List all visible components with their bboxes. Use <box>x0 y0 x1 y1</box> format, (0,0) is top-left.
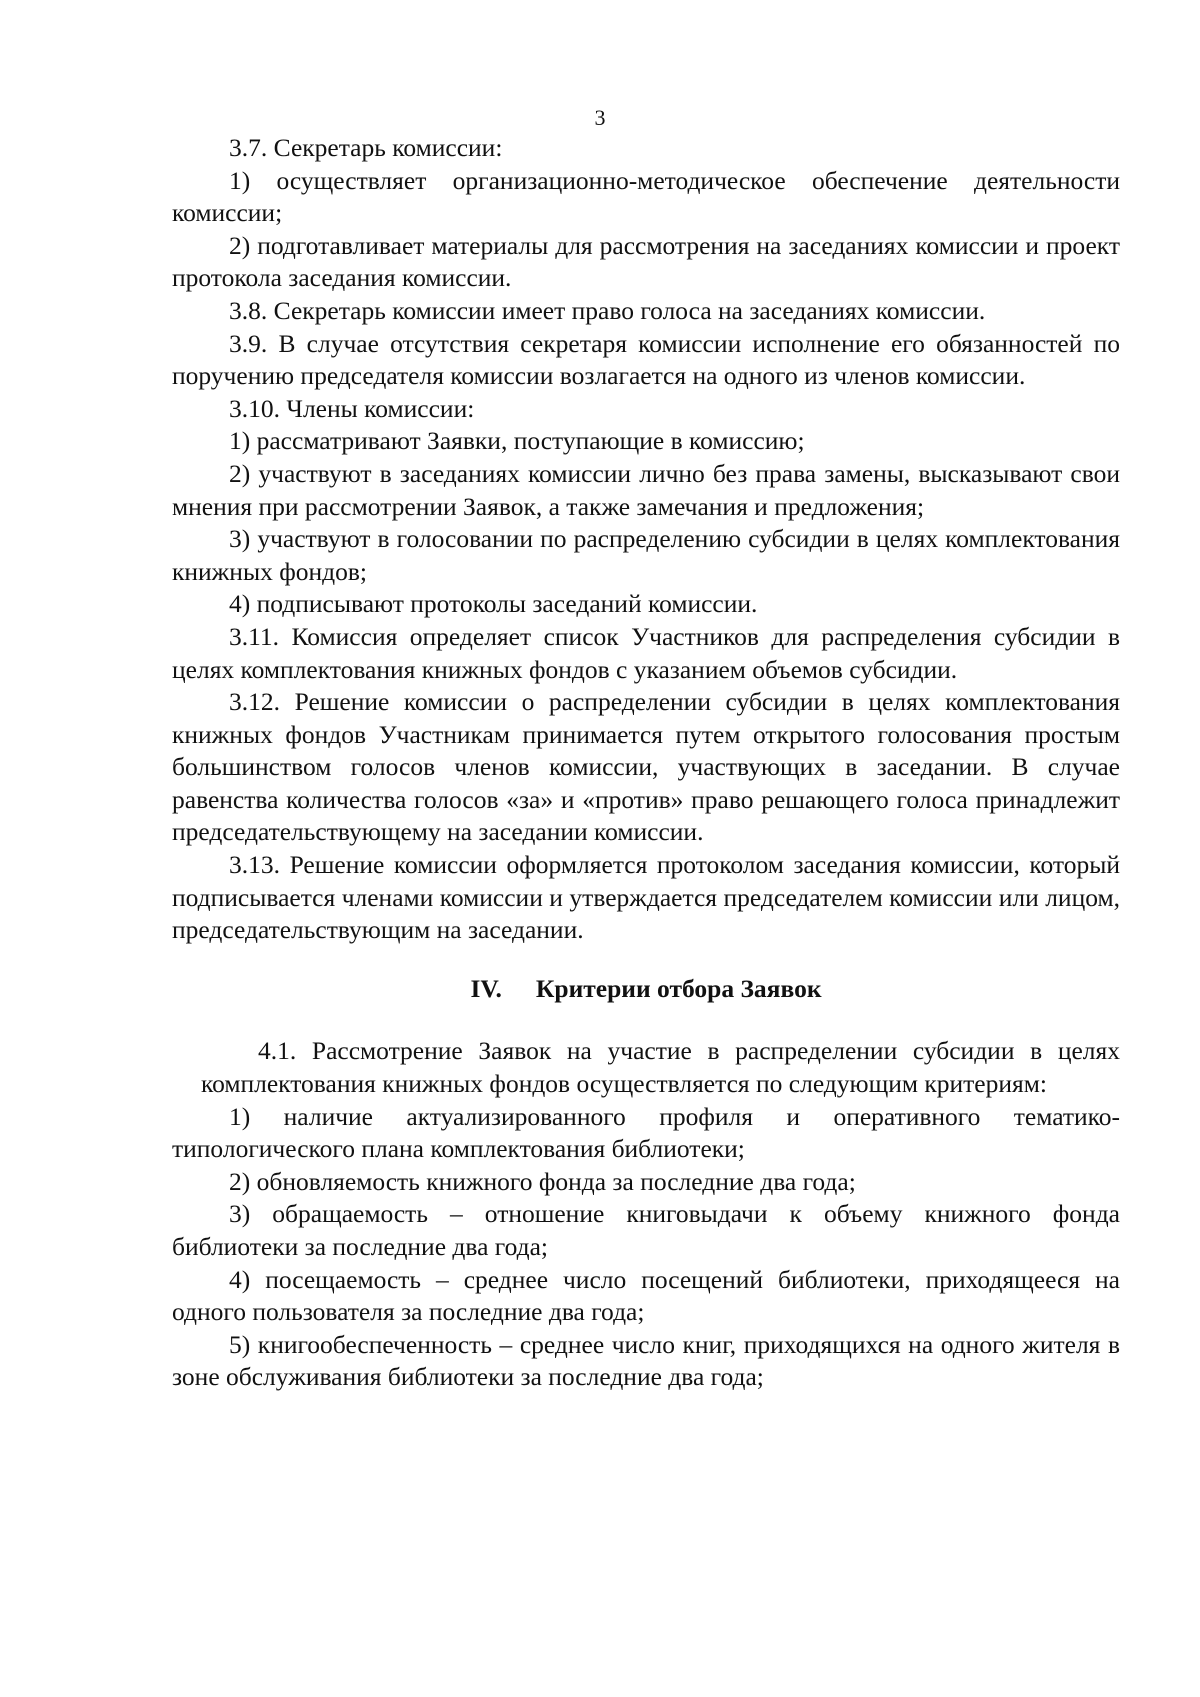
document-body <box>172 132 1120 1394</box>
paragraph-3-11: 3.11. Комиссия определяет список Участников для распределения субсидии в целях комплектования книжных фондов с указанием объемов субсидии. <box>172 621 1120 684</box>
paragraph-3-10-4: 4) подписывают протоколы заседаний комиссии. <box>229 589 758 619</box>
criterion-3: 3) обращаемость – отношение книговыдачи к объему книжного фонда библиотеки за последние два года; <box>172 1199 1120 1261</box>
paragraph-3-10-1: 1) рассматривают Заявки, поступающие в комиссию; <box>229 426 805 456</box>
criterion-4: 4) посещаемость – среднее число посещений библиотеки, приходящееся на одного пользователя за последние два года; <box>172 1264 1120 1327</box>
paragraph-3-7: 3.7. Секретарь комиссии: <box>229 133 503 162</box>
paragraph-3-13: 3.13. Решение комиссии оформляется протоколом заседания комиссии, который подписывается членами комиссии и утверждается председателем комиссии или лицом, председательствующим на заседании. <box>172 850 1120 945</box>
section-heading <box>172 973 1120 1006</box>
paragraph-3-10: 3.10. Члены комиссии: <box>229 393 475 423</box>
criterion-5: 5) книгообеспеченность – среднее число книг, приходящихся на одного жителя в зоне обслуживания библиотеки за последние два года; <box>172 1329 1120 1392</box>
paragraph-3-7-2: 2) подготавливает материалы для рассмотрения на заседаниях комиссии и проект протокола заседания комиссии. <box>172 230 1120 293</box>
section-title: Критерии отбора Заявок <box>535 973 822 1003</box>
section-number: IV. <box>470 973 502 1003</box>
page-number: 3 <box>594 105 606 130</box>
paragraph-4-1-block <box>201 1035 1120 1100</box>
paragraph-3-10-3: 3) участвуют в голосовании по распределению субсидии в целях комплектования книжных фондов; <box>172 524 1120 586</box>
paragraph-3-8: 3.8. Секретарь комиссии имеет право голоса на заседаниях комиссии. <box>229 295 986 325</box>
criterion-2: 2) обновляемость книжного фонда за последние два года; <box>229 1166 856 1196</box>
paragraph-3-12: 3.12. Решение комиссии о распределении субсидии в целях комплектования книжных фондов Участникам принимается путем открытого голосования простым большинством голосов членов комиссии, участвующих в заседании. В случае равенства количества голосов «за» и «против» право решающего голоса принадлежит председательствующему на заседании комиссии. <box>172 687 1120 847</box>
criterion-1: 1) наличие актуализированного профиля и оперативного тематико-типологического плана комплектования библиотеки; <box>172 1101 1120 1164</box>
paragraph-3-10-2: 2) участвуют в заседаниях комиссии лично без права замены, высказывают свои мнения при рассмотрении Заявок, а также замечания и предложения; <box>172 458 1120 521</box>
paragraph-4-1: 4.1. Рассмотрение Заявок на участие в распределении субсидии в целях комплектования книжных фондов осуществляется по следующим критериям: <box>201 1036 1120 1099</box>
paragraph-3-7-1: 1) осуществляет организационно-методическое обеспечение деятельности комиссии; <box>172 165 1120 228</box>
paragraph-3-9: 3.9. В случае отсутствия секретаря комиссии исполнение его обязанностей по поручению председателя комиссии возлагается на одного из членов комиссии. <box>172 328 1120 391</box>
